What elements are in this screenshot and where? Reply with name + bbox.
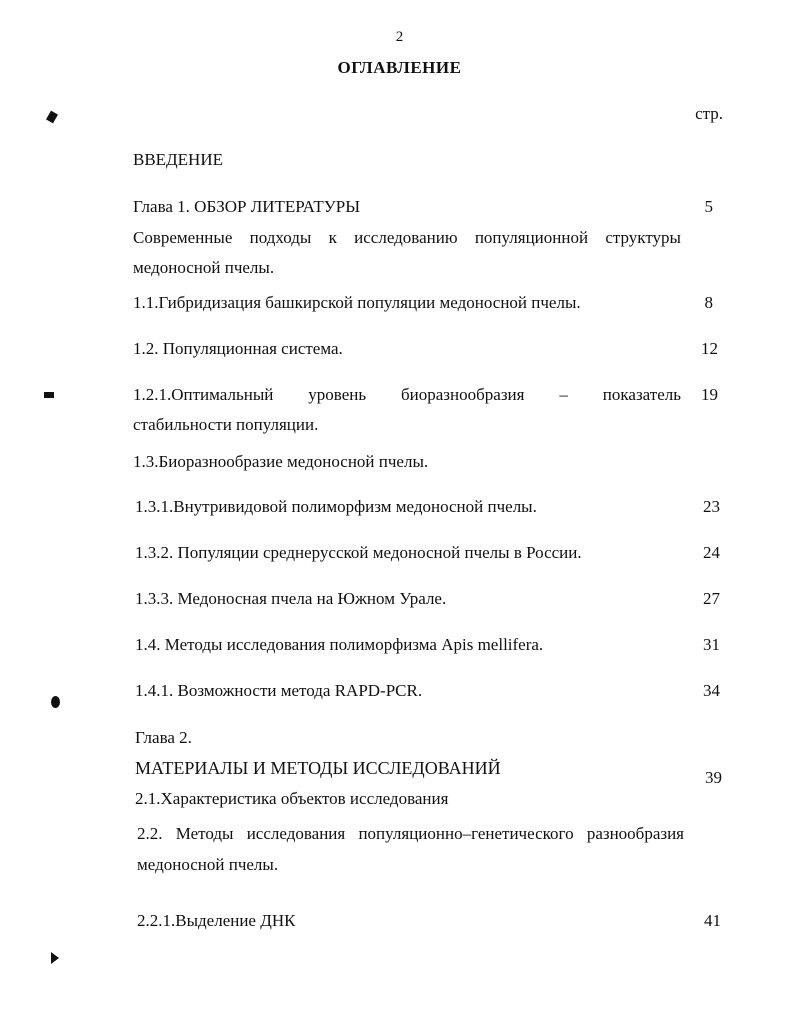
toc-entry-introduction: ВВЕДЕНИЕ [133,150,223,169]
toc-entry-2-2: 2.2. Методы исследования популяционно–генетического разнообразия [137,824,684,843]
toc-entry-chapter-1: Глава 1. ОБЗОР ЛИТЕРАТУРЫ [133,197,361,216]
toc-entry-materials-methods: МАТЕРИАЛЫ И МЕТОДЫ ИССЛЕДОВАНИЙ [135,758,501,778]
toc-page-number: 39 [705,768,722,787]
page-column-header: стр. [695,104,723,123]
toc-page-number: 34 [703,681,720,700]
toc-entry-1-2-1: 1.2.1.Оптимальный уровень биоразнообразия – показатель [133,385,681,404]
toc-entry-chapter-2: Глава 2. [135,728,192,747]
toc-entry-1-2: 1.2. Популяционная система. [133,339,343,358]
toc-entry-1-3-1: 1.3.1.Внутривидовой полиморфизм медоносной пчелы. [135,497,537,516]
toc-page-number: 23 [703,497,720,516]
scan-mark [46,111,58,124]
toc-entry-1-4: 1.4. Методы исследования полиморфизма Apis mellifera. [135,635,544,654]
toc-page-number: 41 [704,911,721,930]
toc-page-number: 12 [701,339,718,358]
toc-entry-1-4-1: 1.4.1. Возможности метода RAPD-PCR. [135,681,423,700]
toc-entry-1-3: 1.3.Биоразнообразие медоносной пчелы. [133,452,429,471]
toc-title: ОГЛАВЛЕНИЕ [337,58,462,77]
toc-page-number: 8 [704,293,713,312]
toc-entry-continuation: медоносной пчелы. [133,258,275,277]
toc-entry-1-1: 1.1.Гибридизация башкирской популяции медоносной пчелы. [133,293,581,312]
scan-mark [51,696,60,708]
toc-page-number: 19 [701,385,718,404]
toc-page-number: 31 [703,635,720,654]
toc-page-number: 24 [703,543,720,562]
toc-entry-modern-approaches: Современные подходы к исследованию популяционной структуры [133,228,681,247]
toc-entry-continuation: медоносной пчелы. [137,855,279,874]
toc-page-number: 5 [704,197,713,216]
page-number: 2 [395,29,404,45]
toc-entry-2-2-1: 2.2.1.Выделение ДНК [137,911,296,930]
scan-mark [44,392,54,398]
toc-entry-1-3-3: 1.3.3. Медоносная пчела на Южном Урале. [135,589,447,608]
toc-entry-continuation: стабильности популяции. [133,415,319,434]
scan-mark [51,952,59,964]
toc-page-number: 27 [703,589,720,608]
toc-entry-2-1: 2.1.Характеристика объектов исследования [135,789,449,808]
toc-entry-1-3-2: 1.3.2. Популяции среднерусской медоносной пчелы в России. [135,543,582,562]
